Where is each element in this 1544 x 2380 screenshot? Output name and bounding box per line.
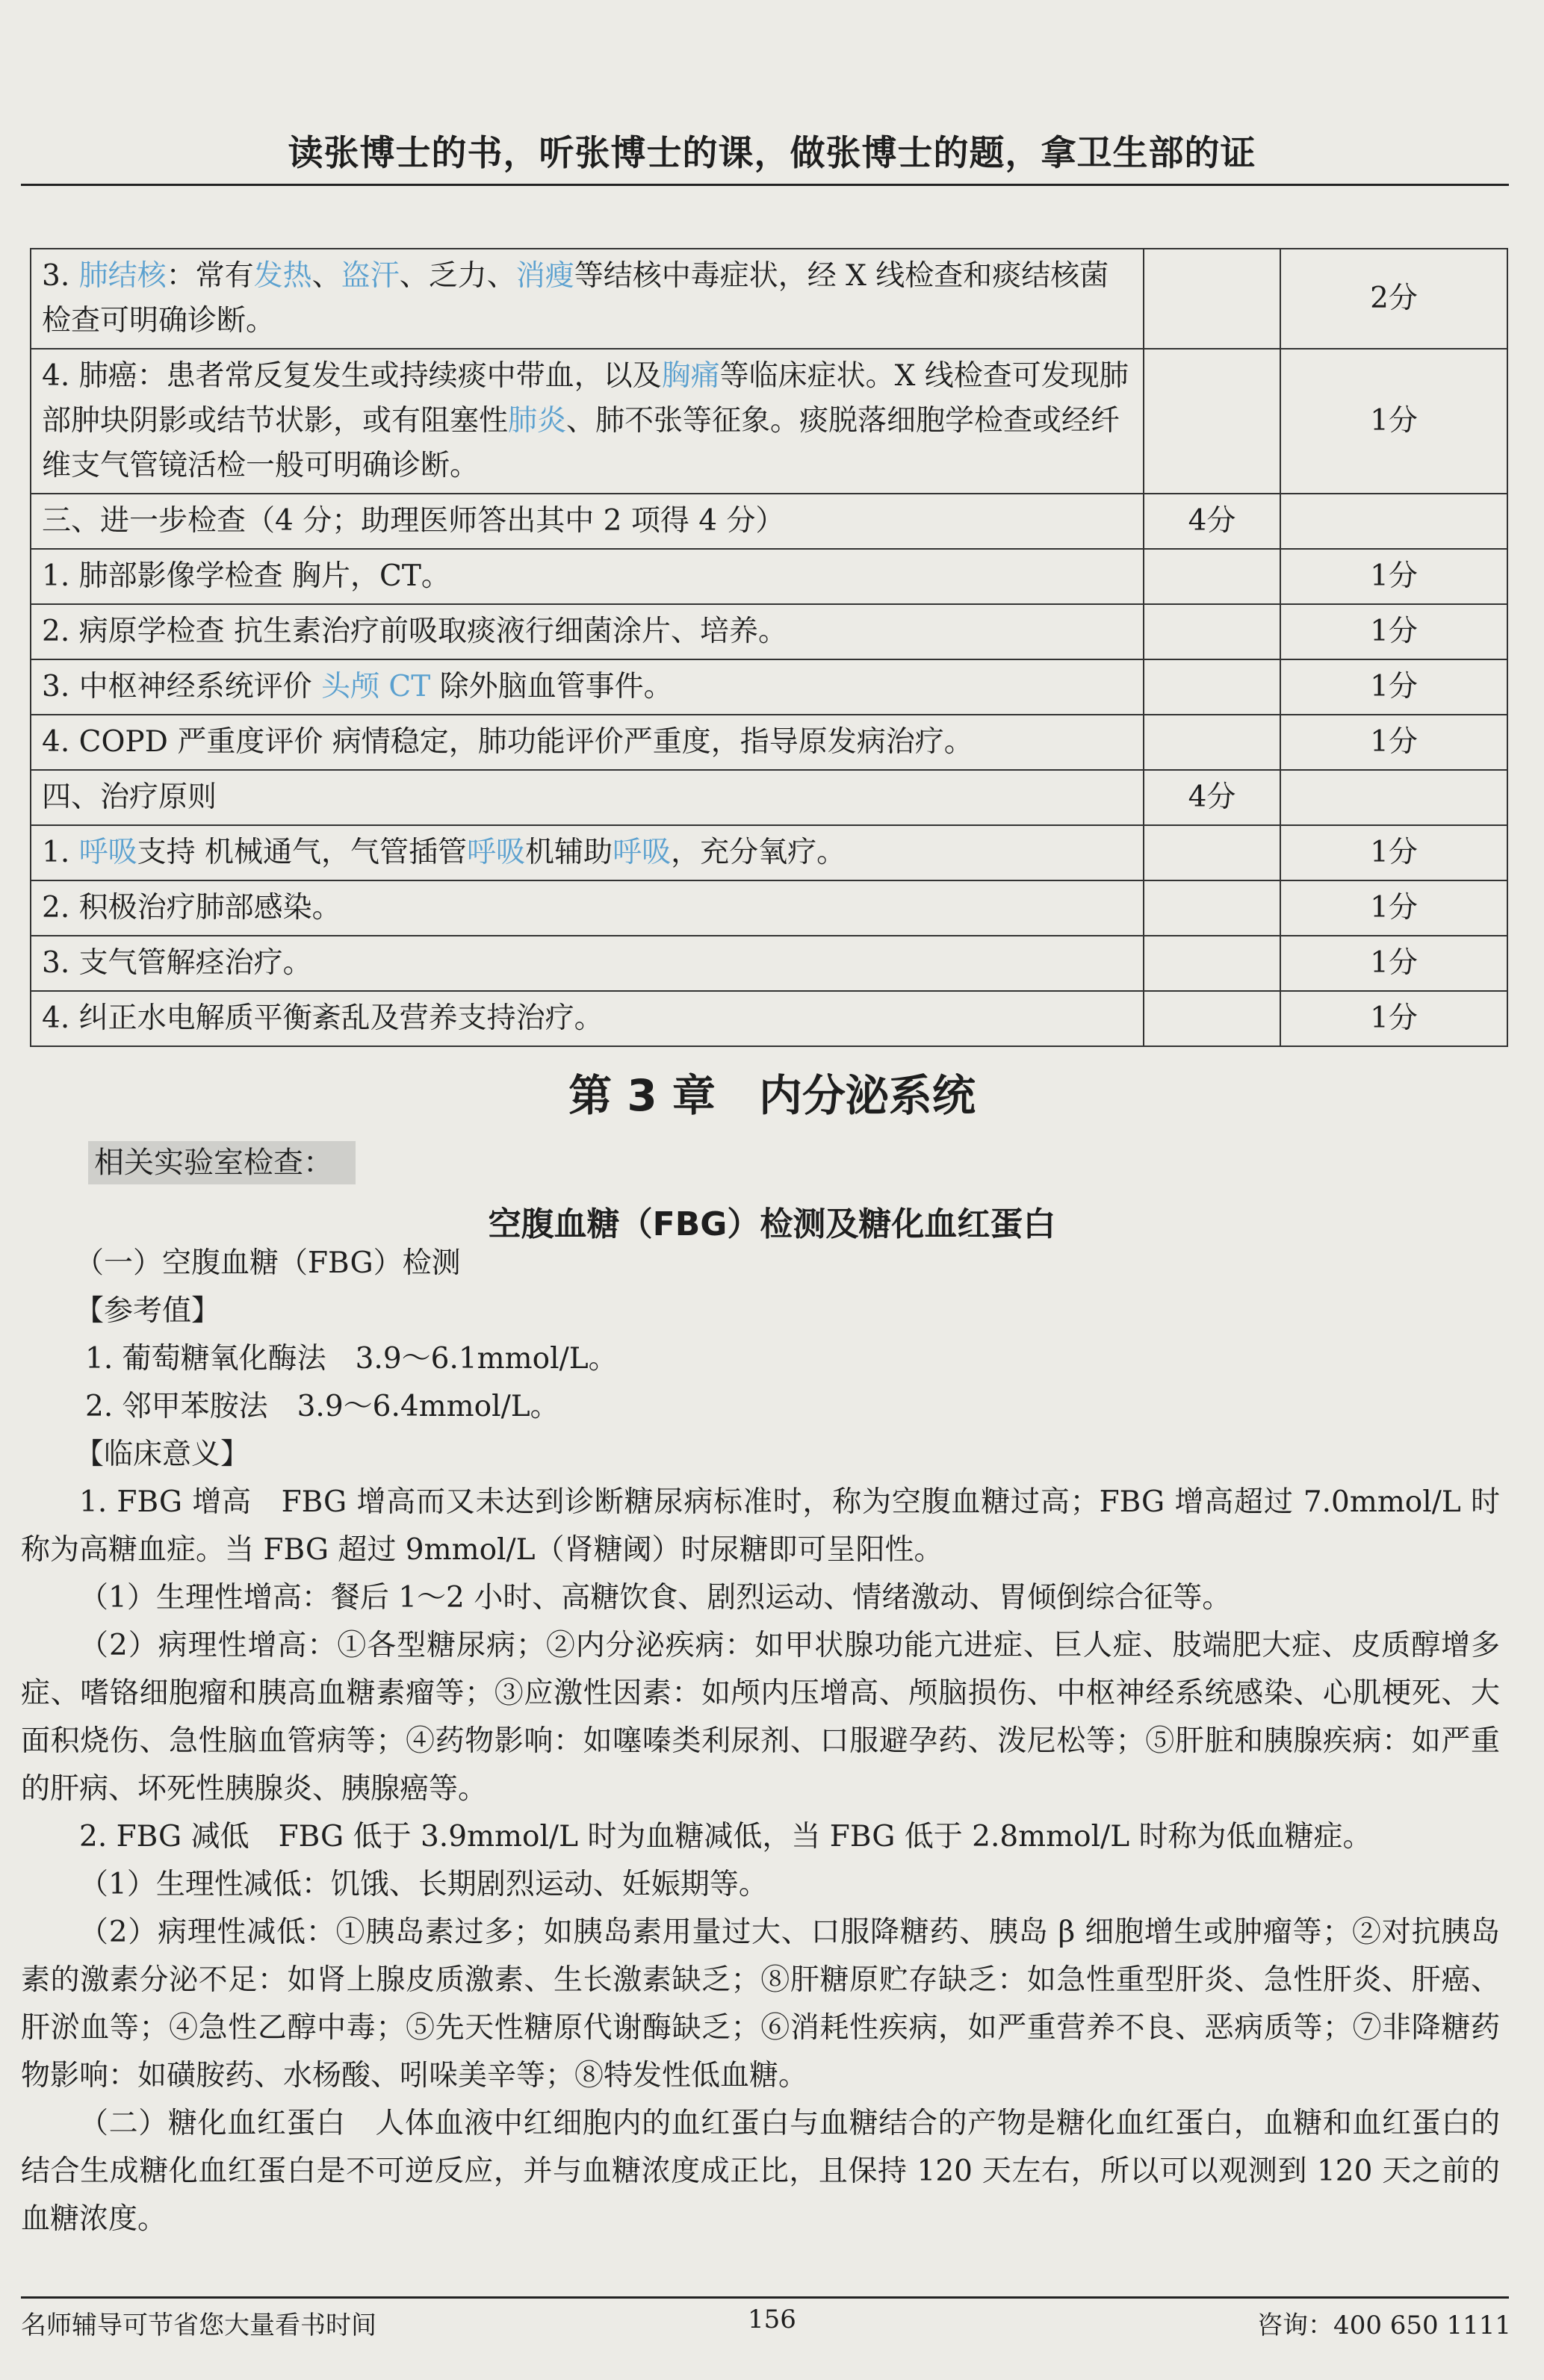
- section-score: [1144, 715, 1280, 770]
- table-row: [31, 715, 1507, 770]
- item-score: 1分: [1280, 825, 1507, 880]
- paragraph-patho-increase: （2）病理性增高：①各型糖尿病；②内分泌疾病：如甲状腺功能亢进症、巨人症、肢端肥大症、皮质醇增多症、嗜铬细胞瘤和胰高血糖素瘤等；③应激性因素：如颅内压增高、颅脑损伤、中枢神经系统感染、心肌梗死、大面积烧伤、急性脑血管病等；④药物影响：如噻嗪类利尿剂、口服避孕药、泼尼松等；⑤肝脏和胰腺疾病：如严重的肝病、坏死性胰腺炎、胰腺癌等。: [21, 1629, 1500, 1806]
- item-score: 1分: [1280, 604, 1507, 659]
- item-score: 1分: [1280, 549, 1507, 604]
- row-text: 3. 支气管解痉治疗。: [31, 936, 1144, 991]
- row-text: 2. 积极治疗肺部感染。: [31, 880, 1144, 936]
- row-text: 4. COPD 严重度评价 病情稳定，肺功能评价严重度，指导原发病治疗。: [31, 715, 1144, 770]
- row-text: 2. 病原学检查 抗生素治疗前吸取痰液行细菌涂片、培养。: [31, 604, 1144, 659]
- scoring-table: [30, 248, 1507, 1047]
- section-score: [1144, 880, 1280, 936]
- table-row: [31, 549, 1507, 604]
- footer-contact: 咨询：400 650 1111: [1257, 2311, 1511, 2340]
- footer-rule: [21, 2296, 1509, 2299]
- row-text: 4. 纠正水电解质平衡紊乱及营养支持治疗。: [31, 991, 1144, 1046]
- section-score: [1144, 936, 1280, 991]
- section-score: [1144, 349, 1280, 494]
- clinical-heading: 【临床意义】: [75, 1438, 250, 1471]
- item-score: [1280, 494, 1507, 549]
- paragraph-patho-decrease: （2）病理性减低：①胰岛素过多；如胰岛素用量过大、口服降糖药、胰岛 β 细胞增生或肿瘤等；②对抗胰岛素的激素分泌不足：如肾上腺皮质激素、生长激素缺乏；⑧肝糖原贮存缺乏：如急性重型肝炎、急性肝炎、肝癌、肝淤血等；④急性乙醇中毒；⑤先天性糖原代谢酶缺乏；⑥消耗性疾病，如严重营养不良、恶病质等；⑦非降糖药物影响：如磺胺药、水杨酸、吲哚美辛等；⑧特发性低血糖。: [21, 1916, 1500, 2092]
- row-text: 3. 肺结核：常有发热、盗汗、乏力、消瘦等结核中毒症状，经 X 线检查和痰结核菌检查可明确诊断。: [31, 249, 1144, 349]
- paragraph-fbg-decrease: 2. FBG 减低 FBG 低于 3.9mmol/L 时为血糖减低，当 FBG 低于 2.8mmol/L 时称为低血糖症。: [79, 1820, 1372, 1854]
- table-row: [31, 770, 1507, 825]
- item-score: 2分: [1280, 249, 1507, 349]
- item-score: [1280, 770, 1507, 825]
- section-score: [1144, 604, 1280, 659]
- chapter-title: 第 3 章 内分泌系统: [568, 1070, 976, 1121]
- reference-heading: 【参考值】: [75, 1294, 221, 1328]
- item-score: 1分: [1280, 991, 1507, 1046]
- table-row: [31, 659, 1507, 715]
- reference-item-1: 1. 葡萄糖氧化酶法 3.9～6.1mmol/L。: [85, 1342, 618, 1376]
- paragraph-hba1c: （二）糖化血红蛋白 人体血液中红细胞内的血红蛋白与血糖结合的产物是糖化血红蛋白，血糖和血红蛋白的结合生成糖化血红蛋白是不可逆反应，并与血糖浓度成正比，且保持 120 天左右，所以可以观测到 120 天之前的血糖浓度。: [21, 2107, 1500, 2236]
- section-score: [1144, 249, 1280, 349]
- page-number: 156: [748, 2305, 796, 2334]
- paragraph-physio-decrease: （1）生理性减低：饥饿、长期剧烈运动、妊娠期等。: [79, 1868, 768, 1901]
- table-row: [31, 249, 1507, 349]
- lab-exam-label: 相关实验室检查：: [88, 1141, 356, 1184]
- paragraph-physio-increase: （1）生理性增高：餐后 1～2 小时、高糖饮食、剧烈运动、情绪激动、胃倾倒综合征等。: [79, 1581, 1232, 1615]
- row-text: 1. 肺部影像学检查 胸片，CT。: [31, 549, 1144, 604]
- fbg-heading: （一）空腹血糖（FBG）检测: [75, 1246, 461, 1280]
- item-score: 1分: [1280, 880, 1507, 936]
- row-text: 四、治疗原则: [31, 770, 1144, 825]
- footer-slogan: 名师辅导可节省您大量看书时间: [21, 2311, 376, 2340]
- item-score: 1分: [1280, 936, 1507, 991]
- section-score: [1144, 549, 1280, 604]
- row-text: 1. 呼吸支持 机械通气，气管插管呼吸机辅助呼吸，充分氧疗。: [31, 825, 1144, 880]
- table-row: [31, 825, 1507, 880]
- section-score: 4分: [1144, 770, 1280, 825]
- item-score: 1分: [1280, 349, 1507, 494]
- section-score: [1144, 659, 1280, 715]
- body-text: [21, 1240, 1500, 2243]
- table-row: [31, 494, 1507, 549]
- paragraph-fbg-increase: 1. FBG 增高 FBG 增高而又未达到诊断糖尿病标准时，称为空腹血糖过高；FBG 增高超过 7.0mmol/L 时称为高糖血症。当 FBG 超过 9mmol/L（肾糖阈）时尿糖即可呈阳性。: [21, 1485, 1500, 1567]
- table-row: [31, 349, 1507, 494]
- running-header: 读张博士的书，听张博士的课，做张博士的题，拿卫生部的证: [288, 133, 1256, 174]
- row-text: 三、进一步检查（4 分；助理医师答出其中 2 项得 4 分）: [31, 494, 1144, 549]
- row-text: 4. 肺癌：患者常反复发生或持续痰中带血，以及胸痛等临床症状。X 线检查可发现肺部肿块阴影或结节状影，或有阻塞性肺炎、肺不张等征象。痰脱落细胞学检查或经纤维支气管镜活检一般可明确诊断。: [31, 349, 1144, 494]
- table-row: [31, 936, 1507, 991]
- item-score: 1分: [1280, 715, 1507, 770]
- section-score: 4分: [1144, 494, 1280, 549]
- item-score: 1分: [1280, 659, 1507, 715]
- table-row: [31, 880, 1507, 936]
- section-score: [1144, 991, 1280, 1046]
- section-subtitle: 空腹血糖（FBG）检测及糖化血红蛋白: [488, 1205, 1056, 1243]
- table-row: [31, 991, 1507, 1046]
- table-row: [31, 604, 1507, 659]
- reference-item-2: 2. 邻甲苯胺法 3.9～6.4mmol/L。: [85, 1390, 559, 1423]
- row-text: 3. 中枢神经系统评价 头颅 CT 除外脑血管事件。: [31, 659, 1144, 715]
- section-score: [1144, 825, 1280, 880]
- header-rule: [21, 184, 1509, 186]
